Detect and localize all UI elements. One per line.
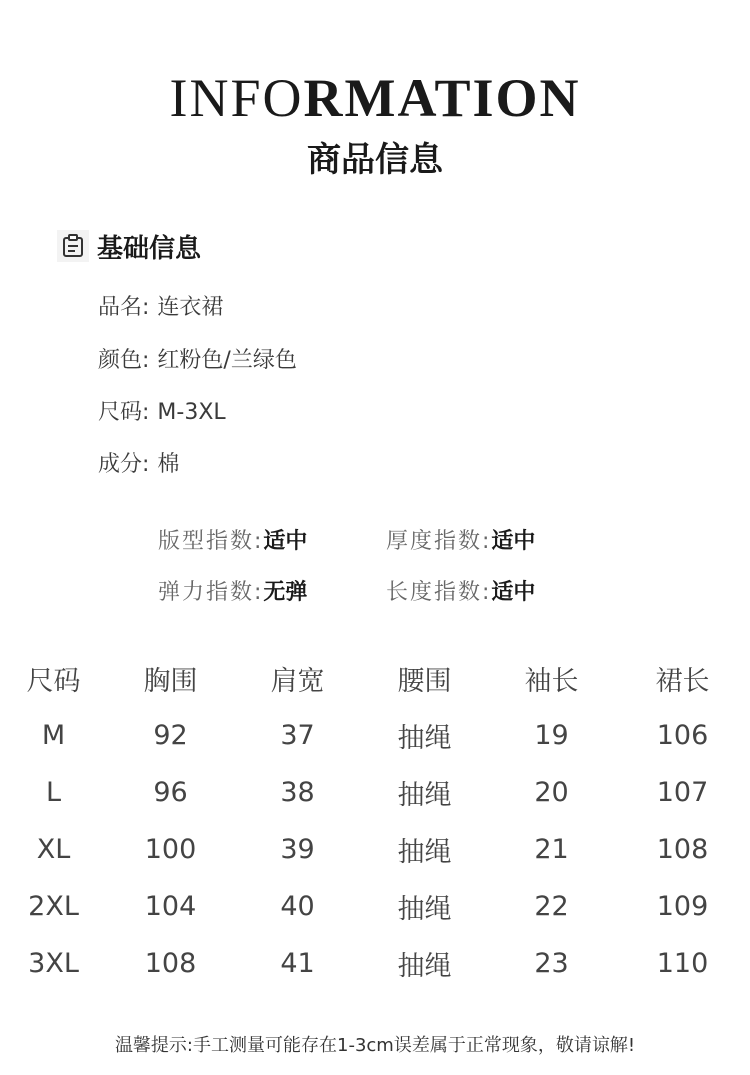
metric-value: 适中 bbox=[491, 580, 536, 605]
info-label: 尺码: bbox=[98, 400, 150, 425]
cell-length: 106 bbox=[656, 720, 709, 751]
cell-waist: 抽绳 bbox=[397, 951, 452, 982]
cell-length: 108 bbox=[656, 834, 709, 865]
clipboard-icon bbox=[57, 230, 89, 262]
table-row bbox=[0, 821, 750, 878]
cell-size: M bbox=[41, 720, 66, 751]
info-row-name bbox=[98, 293, 223, 323]
table-row bbox=[0, 878, 750, 935]
cell-shoulder: 41 bbox=[280, 948, 315, 979]
cell-length: 109 bbox=[656, 891, 709, 922]
cell-sleeve: 23 bbox=[534, 948, 569, 979]
cell-sleeve: 20 bbox=[534, 777, 569, 808]
info-value: M-3XL bbox=[157, 400, 226, 425]
header-length: 裙长 bbox=[655, 666, 710, 697]
title-en-part1: INFO bbox=[169, 68, 304, 128]
cell-bust: 104 bbox=[144, 891, 197, 922]
size-table bbox=[0, 650, 750, 992]
table-row bbox=[0, 707, 750, 764]
cell-length: 107 bbox=[656, 777, 709, 808]
cell-length: 110 bbox=[656, 948, 709, 979]
cell-sleeve: 22 bbox=[534, 891, 569, 922]
header-sleeve: 袖长 bbox=[524, 666, 579, 697]
basic-info-heading-label: 基础信息 bbox=[97, 233, 202, 264]
info-label: 颜色: bbox=[98, 348, 150, 373]
metric-thickness bbox=[386, 527, 535, 557]
metric-length bbox=[386, 578, 535, 608]
header-waist: 腰围 bbox=[397, 666, 452, 697]
cell-bust: 100 bbox=[144, 834, 197, 865]
footer-note: 温馨提示:手工测量可能存在1-3cm误差属于正常现象，敬请谅解! bbox=[114, 1035, 636, 1056]
cell-waist: 抽绳 bbox=[397, 780, 452, 811]
cell-shoulder: 37 bbox=[280, 720, 315, 751]
metric-elasticity bbox=[158, 578, 307, 608]
info-row-material bbox=[98, 450, 179, 480]
cell-shoulder: 38 bbox=[280, 777, 315, 808]
metric-label: 版型指数: bbox=[158, 529, 264, 554]
cell-shoulder: 39 bbox=[280, 834, 315, 865]
header-shoulder: 肩宽 bbox=[270, 666, 325, 697]
cell-size: 3XL bbox=[28, 948, 79, 979]
info-label: 成分: bbox=[98, 452, 150, 477]
page-title-cn: 商品信息 bbox=[307, 140, 443, 180]
title-en-part2: RMATION bbox=[303, 68, 581, 128]
metric-label: 长度指数: bbox=[386, 580, 492, 605]
cell-sleeve: 21 bbox=[534, 834, 569, 865]
cell-bust: 92 bbox=[153, 720, 188, 751]
metric-fit bbox=[158, 527, 307, 557]
size-table-header bbox=[0, 650, 750, 707]
metric-value: 适中 bbox=[263, 529, 308, 554]
cell-size: L bbox=[45, 777, 62, 808]
page-title-en bbox=[0, 68, 750, 128]
info-label: 品名: bbox=[98, 295, 150, 320]
table-row bbox=[0, 935, 750, 992]
cell-shoulder: 40 bbox=[280, 891, 315, 922]
info-value: 棉 bbox=[157, 452, 180, 477]
table-row bbox=[0, 764, 750, 821]
metric-label: 弹力指数: bbox=[158, 580, 264, 605]
cell-bust: 96 bbox=[153, 777, 188, 808]
header-bust: 胸围 bbox=[143, 666, 198, 697]
cell-waist: 抽绳 bbox=[397, 894, 452, 925]
info-row-color bbox=[98, 346, 297, 376]
cell-waist: 抽绳 bbox=[397, 723, 452, 754]
cell-sleeve: 19 bbox=[534, 720, 569, 751]
header-size: 尺码 bbox=[26, 666, 81, 697]
cell-size: 2XL bbox=[28, 891, 79, 922]
info-value: 连衣裙 bbox=[157, 295, 224, 320]
metric-label: 厚度指数: bbox=[386, 529, 492, 554]
metric-value: 无弹 bbox=[263, 580, 308, 605]
info-row-size bbox=[98, 398, 226, 428]
cell-size: XL bbox=[36, 834, 71, 865]
cell-waist: 抽绳 bbox=[397, 837, 452, 868]
cell-bust: 108 bbox=[144, 948, 197, 979]
metric-value: 适中 bbox=[491, 529, 536, 554]
info-value: 红粉色/兰绿色 bbox=[157, 348, 297, 373]
basic-info-heading bbox=[57, 228, 201, 264]
